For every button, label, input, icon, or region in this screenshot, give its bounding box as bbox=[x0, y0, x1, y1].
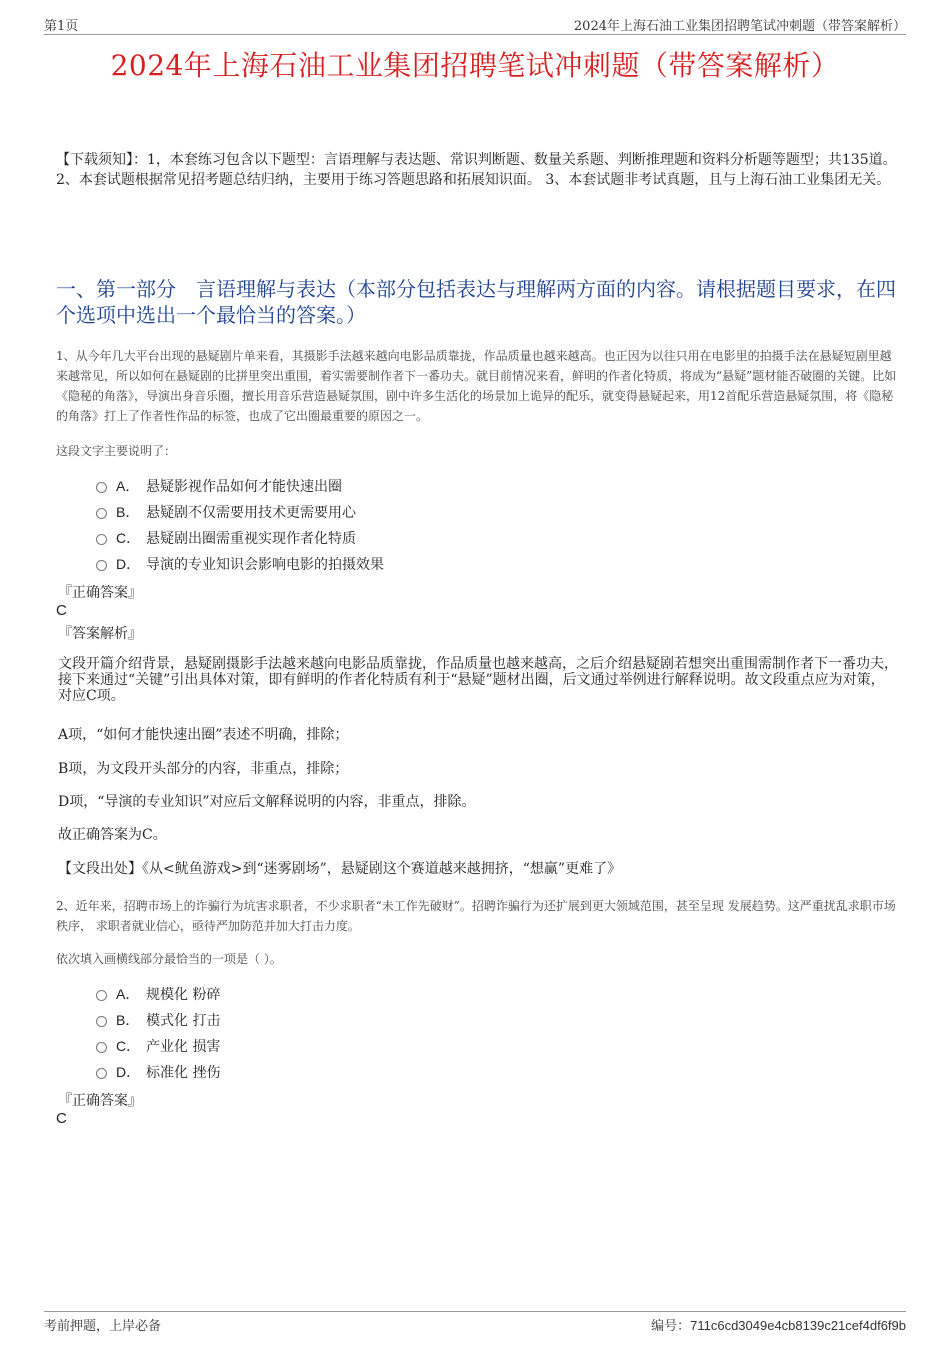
question-1-options bbox=[96, 473, 596, 577]
q2-answer-label: 『正确答案』 bbox=[58, 1093, 142, 1109]
q2-option-a[interactable] bbox=[96, 981, 596, 1007]
radio-icon[interactable] bbox=[96, 1068, 107, 1079]
q1-answer-label: 『正确答案』 bbox=[58, 585, 142, 601]
q1-analysis-b: B项，为文段开头部分的内容，非重点，排除； bbox=[58, 761, 349, 777]
option-text: 悬疑剧不仅需要用技术更需要用心 bbox=[146, 505, 356, 521]
question-1-text: 1、从今年几大平台出现的悬疑剧片单来看，其摄影手法越来越向电影品质靠拢，作品质量也越来越高。也正因为以往只用在电影里的拍摄手法在悬疑短剧里越来越常见，所以如何在悬疑剧的比拼里突出重围，着实需要制作者下一番功夫。就目前情况来看，鲜明的作者化特质，将成为“悬疑”题材能否破圈的关键。比如《隐秘的角落》，导演出身音乐圈，擅长用音乐营造悬疑氛围，剧中许多生活化的场景加上诡异的配乐，就变得悬疑起来，用12首配乐营造悬疑氛围，将《隐秘的角落》打上了作者性作品的标签，也成了它出圈最重要的原因之一。 bbox=[56, 349, 897, 423]
option-letter: B． bbox=[116, 1012, 140, 1028]
radio-icon[interactable] bbox=[96, 560, 107, 571]
radio-icon[interactable] bbox=[96, 1016, 107, 1027]
footer-code-prefix: 编号： bbox=[651, 1319, 691, 1334]
option-letter: C． bbox=[116, 530, 141, 546]
q1-analysis-summary: 文段开篇介绍背景，悬疑剧摄影手法越来越向电影品质靠拢，作品质量也越来越高，之后介绍悬疑剧若想突出重围需制作者下一番功夫，接下来通过“关键”引出具体对策，即有鲜明的作者化特质有利于“悬疑”题材出圈，后文通过举例进行解释说明。故文段重点应为对策，对应C项。 bbox=[58, 656, 898, 704]
question-2-text: 2、近年来，招聘市场上的诈骗行为坑害求职者，不少求职者“未工作先破财”。招聘诈骗行为还扩展到更大领域范围，甚至呈现 发展趋势。这严重扰乱求职市场秩序， 求职者就业信心，亟待严加防范并加大打击力度。 bbox=[56, 899, 896, 933]
footer-code bbox=[651, 1315, 906, 1334]
header-doc-title: 2024年上海石油工业集团招聘笔试冲刺题（带答案解析） bbox=[573, 19, 906, 34]
radio-icon[interactable] bbox=[96, 482, 107, 493]
q1-analysis-a: A项，“如何才能快速出圈”表述不明确，排除； bbox=[58, 727, 349, 743]
q1-analysis-d: D项，“导演的专业知识”对应后文解释说明的内容，非重点，排除。 bbox=[58, 794, 476, 810]
option-text: 标准化 挫伤 bbox=[146, 1065, 221, 1081]
q1-option-d[interactable] bbox=[96, 551, 596, 577]
radio-icon[interactable] bbox=[96, 990, 107, 1001]
option-text: 模式化 打击 bbox=[146, 1013, 221, 1029]
page-footer bbox=[44, 1311, 906, 1340]
option-text: 悬疑剧出圈需重视实现作者化特质 bbox=[146, 531, 356, 547]
q1-answer: C bbox=[56, 602, 67, 619]
option-text: 产业化 损害 bbox=[146, 1039, 221, 1055]
q1-analysis-label: 『答案解析』 bbox=[58, 626, 142, 642]
section-heading: 一、第一部分 言语理解与表达（本部分包括表达与理解两方面的内容。请根据题目要求，在四个选项中选出一个最恰当的答案。） bbox=[56, 277, 896, 327]
radio-icon[interactable] bbox=[96, 1042, 107, 1053]
q2-option-b[interactable] bbox=[96, 1007, 596, 1033]
page-header bbox=[44, 14, 906, 35]
q1-option-a[interactable] bbox=[96, 473, 596, 499]
footer-slogan: 考前押题，上岸必备 bbox=[44, 1319, 162, 1334]
page-number: 第1页 bbox=[44, 19, 79, 34]
option-letter: A． bbox=[116, 986, 140, 1002]
q1-option-b[interactable] bbox=[96, 499, 596, 525]
question-2-prompt: 依次填入画横线部分最恰当的一项是（ ）。 bbox=[56, 952, 282, 966]
option-text: 规模化 粉碎 bbox=[146, 987, 221, 1003]
document-title: 2024年上海石油工业集团招聘笔试冲刺题（带答案解析） bbox=[110, 49, 840, 82]
download-notice: 【下载须知】：1，本套练习包含以下题型：言语理解与表达题、常识判断题、数量关系题、判断推理题和资料分析题等题型；共135道。 2、本套试题根据常见招考题总结归纳，主要用于练习答题思路和拓展知识面。 3、本套试题非考试真题，且与上海石油工业集团无关。 bbox=[56, 152, 897, 188]
radio-icon[interactable] bbox=[96, 508, 107, 519]
option-letter: A． bbox=[116, 478, 140, 494]
q1-source: 【文段出处】《从<鱿鱼游戏>到“迷雾剧场”，悬疑剧这个赛道越来越拥挤，“想赢”更难了》 bbox=[58, 861, 622, 877]
q1-analysis-conclusion: 故正确答案为C。 bbox=[58, 827, 167, 843]
q2-option-c[interactable] bbox=[96, 1033, 596, 1059]
question-1-prompt: 这段文字主要说明了： bbox=[56, 444, 177, 458]
radio-icon[interactable] bbox=[96, 534, 107, 545]
option-text: 导演的专业知识会影响电影的拍摄效果 bbox=[146, 557, 384, 573]
option-letter: C． bbox=[116, 1038, 141, 1054]
q2-answer: C bbox=[56, 1110, 67, 1127]
footer-code-value: 711c6cd3049e4cb8139c21cef4df6f9b bbox=[690, 1318, 906, 1333]
q2-option-d[interactable] bbox=[96, 1059, 596, 1085]
option-letter: D． bbox=[116, 556, 141, 572]
option-letter: B． bbox=[116, 504, 140, 520]
option-text: 悬疑影视作品如何才能快速出圈 bbox=[146, 479, 342, 495]
question-2-options bbox=[96, 981, 596, 1085]
q1-option-c[interactable] bbox=[96, 525, 596, 551]
option-letter: D． bbox=[116, 1064, 141, 1080]
